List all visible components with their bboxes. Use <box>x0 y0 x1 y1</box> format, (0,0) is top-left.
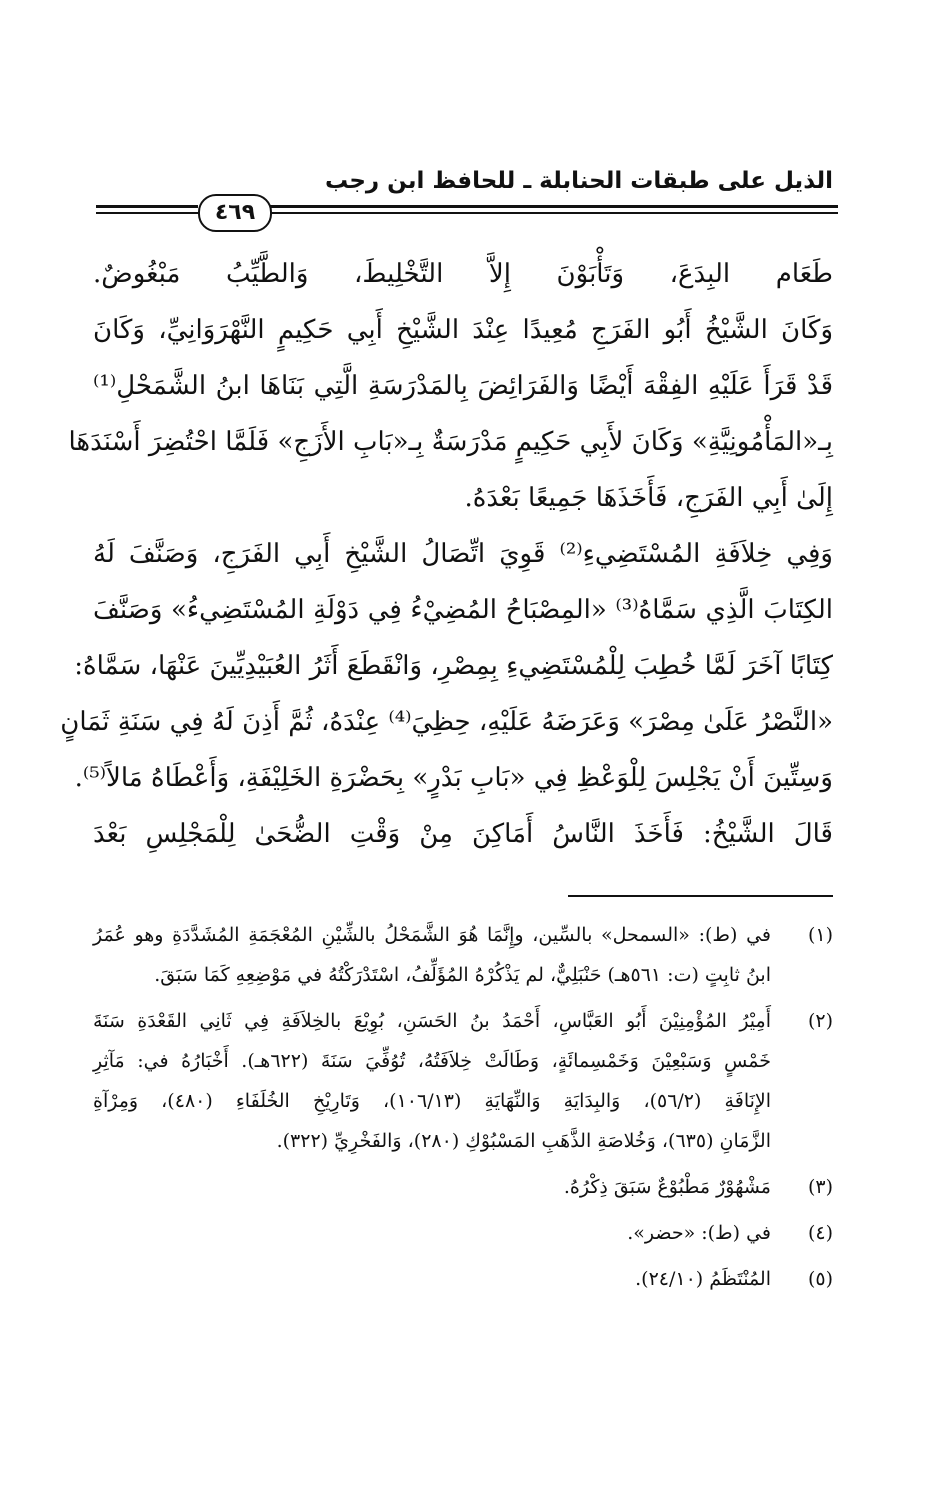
header-rule-left-thin <box>96 212 198 214</box>
text-line: قَدْ قَرَأَ عَلَيْهِ الفِقْهَ أَيْضًا وَالفَرَائِضَ بِالمَدْرَسَةِ الَّتِي بَنَاهَا ابنُ الشَّمَحْلِ⁽¹⁾ <box>93 371 833 401</box>
text-line: وَكَانَ الشَّيْخُ أَبُو الفَرَجِ مُعِيدًا عِنْدَ الشَّيْخِ أَبِي حَكِيمٍ النَّهْرَوَانِيِّ، وَكَانَ <box>93 315 833 345</box>
text-line: بِـ«المَأْمُونِيَّةِ» وَكَانَ لأَبِي حَكِيمٍ مَدْرَسَةٌ بِـ«بَابِ الأَزَجِ» فَلَمَّا احْتُضِرَ أَسْنَدَهَا <box>68 427 833 457</box>
footnotes <box>93 915 833 1299</box>
text-line: إِلَىٰ أَبِي الفَرَجِ، فَأَخَذَهَا جَمِيعًا بَعْدَهُ. <box>464 483 833 513</box>
footnote-line: المُنْتَظَمُ (٢٤/١٠). <box>635 1268 771 1290</box>
footnote-number: (٤) <box>807 1222 833 1244</box>
footnote-number: (٢) <box>807 1010 833 1032</box>
text-line: كِتَابًا آخَرَ لَمَّا خُطِبَ لِلْمُسْتَضِيءِ بِمِصْرِ، وَانْقَطَعَ أَثَرُ العُبَيْدِيِّينَ عَنْهَا، سَمَّاهُ: <box>74 651 833 681</box>
footnote-2 <box>93 1001 833 1161</box>
text-line: قَالَ الشَّيْخُ: فَأَخَذَ النَّاسُ أَمَاكِنَ مِنْ وَقْتِ الضُّحَىٰ لِلْمَجْلِسِ بَعْدَ <box>93 819 833 849</box>
footnote-number: (٥) <box>807 1268 833 1290</box>
footnote-line: خَمْسٍ وَسَبْعِيْنَ وَخَمْسِمائَةٍ، وَطَالَتْ خِلاَفَتُهُ، تُوُفِّيَ سَنَةَ (٦٢٢هـ). أَخْبَارُهُ في: مَآثِرِ <box>93 1050 771 1072</box>
page-number: ٤٦٩ <box>198 194 272 232</box>
header-rule-left-thick <box>96 205 198 208</box>
text-line: طَعَام البِدَعَ، وَتَأْبَوْنَ إِلاَّ التَّخْلِيطَ، وَالطَّيِّبُ مَبْغُوضٌ. <box>93 259 833 289</box>
footnote-number: (١) <box>807 924 833 946</box>
footnote-line: الزَّمَانِ (٦٣٥)، وَخُلاصَةِ الذَّهَبِ المَسْبُوْكِ (٢٨٠)، وَالفَخْرِيِّ (٣٢٢). <box>276 1130 771 1152</box>
footnote-3 <box>93 1167 833 1207</box>
main-text <box>60 246 833 862</box>
footnote-line: الإِنَافَةِ (٥٦/٢)، وَالبِدَايَةِ وَالنِّهَايَةِ (١٠٦/١٣)، وَتَارِيْخِ الخُلَفَاءِ (٤٨٠)، وَمِرْآةِ <box>93 1090 772 1112</box>
text-line: الكِتَابَ الَّذِي سَمَّاهُ⁽³⁾ «المِصْبَاحُ المُضِيْءُ فِي دَوْلَةِ المُسْتَضِيءُ» وَصَنَّفَ <box>93 595 833 625</box>
footnote-5 <box>93 1259 833 1299</box>
footnote-line: في (ط): «السمحل» بالسِّين، وإِنَّمَا هُوَ الشَّمَحْلُ بالشِّيْنِ المُعْجَمَةِ المُشَدَّدَةِ وهو عُمَرُ <box>93 924 771 946</box>
running-header-title: الذيل على طبقات الحنابلة ـ للحافظ ابن رجب <box>324 168 833 194</box>
footnote-number: (٣) <box>807 1176 833 1198</box>
text-line: وَسِتِّينَ أَنْ يَجْلِسَ لِلْوَعْظِ فِي «بَابِ بَدْرٍ» بِحَضْرَةِ الخَلِيْفَةِ، وَأَعْطَاهُ مَالاً⁽⁵⁾. <box>74 763 833 793</box>
footnote-line: مَشْهُوْرٌ مَطْبُوْعٌ سَبَقَ ذِكْرُهُ. <box>563 1176 771 1198</box>
footnote-1 <box>93 915 833 995</box>
text-line: وَفِي خِلاَفَةِ المُسْتَضِيءِ⁽²⁾ قَوِيَ اتِّصَالُ الشَّيْخِ أَبِي الفَرَجِ، وَصَنَّفَ لَهُ <box>93 539 833 569</box>
footnote-line: ابنُ ثابِتٍ (ت: ٥٦١هـ) حَنْبَلِيٌّ، لم يَذْكُرْهُ المُؤَلِّفُ، اسْتَدْرَكْتُهُ في مَوْضِعِهِ كَمَا سَبَقَ. <box>154 964 771 986</box>
footnote-line: في (ط): «حضر». <box>627 1222 771 1244</box>
footnote-line: أَمِيْرُ المُؤْمِنِيْنَ أَبُو العَبَّاسِ، أَحْمَدُ بنُ الحَسَنِ، بُوِيْعَ بالخِلاَفَةِ فِي ثَانِي القَعْدَةِ سَنَةَ <box>93 1010 771 1032</box>
footnote-separator <box>568 895 833 897</box>
footnote-4 <box>93 1213 833 1253</box>
text-line: «النَّصْرُ عَلَىٰ مِصْرَ» وَعَرَضَهُ عَلَيْهِ، حِظِيَ⁽⁴⁾ عِنْدَهُ، ثُمَّ أَذِنَ لَهُ فِي سَنَةِ ثَمَانٍ <box>60 707 833 737</box>
header-rule-right-thin <box>268 212 838 214</box>
header-rule-right-thick <box>268 205 838 208</box>
